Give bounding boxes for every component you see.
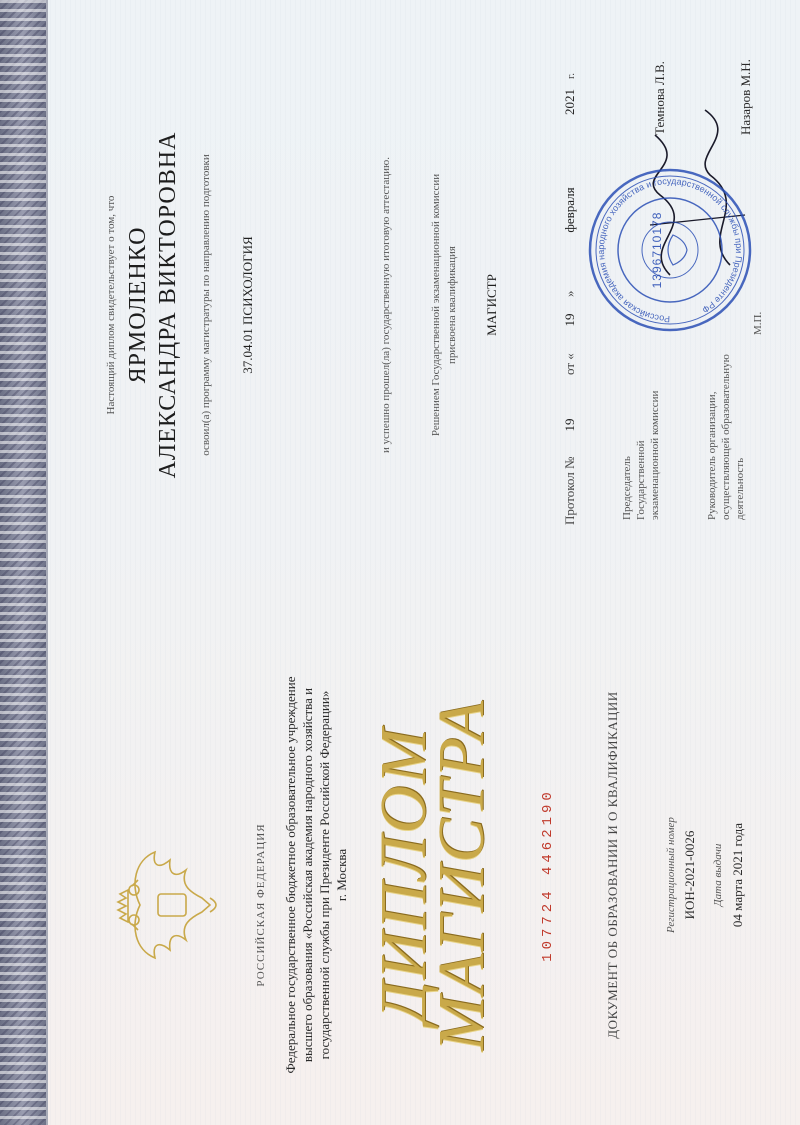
issue-date-value: 04 марта 2021 года [730,822,745,928]
decision-text-1: Решением Государственной экзаменационной комиссии [430,173,442,437]
reg-number-label: Регистрационный номер [665,817,677,933]
mastered-text: освоил(а) программу магистратуры по направлению подготовки [200,154,212,456]
diploma-title: ДИПЛОМ МАГИСТРА [367,698,498,1052]
protocol-number: 19 [562,418,577,432]
institution-name: Федеральное государственное бюджетное образовательное учреждение высшего образования «Российская академия народного хозяйства и государственной службы при Президенте Российской Федерации» г. Москва [282,665,350,1085]
qualification-value: МАГИСТР [484,274,499,336]
chair-name: Темнова Л.В. [652,61,667,135]
issue-date-label: Дата выдачи [712,843,724,907]
protocol-month: февраля [562,187,577,233]
chair-title: Председатель Государственной экзаменационной комиссии [621,390,661,520]
country-label: РОССИЙСКАЯ ФЕДЕРАЦИЯ [255,823,267,987]
serial-number: 107724 4462190 [540,788,556,962]
protocol-close-quote: » [562,290,577,297]
program-name: 37.04.01 ПСИХОЛОГИЯ [240,236,255,374]
attestation-text: и успешно прошел(ла) государственную итоговую аттестацию. [380,157,392,453]
document-type: ДОКУМЕНТ ОБ ОБРАЗОВАНИИ И О КВАЛИФИКАЦИИ [605,691,620,1039]
graduate-given-names: АЛЕКСАНДРА ВИКТОРОВНА [155,131,181,479]
protocol-label: Протокол № [562,456,577,525]
protocol-from-label: от « [562,353,577,375]
stamp-number: 1396710178 [650,211,664,289]
decision-text-2: присвоена квалификация [446,246,458,364]
graduate-surname: ЯРМОЛЕНКО [125,226,151,384]
protocol-year: 2021 [562,89,577,115]
coat-of-arms-icon [110,840,230,970]
reg-number-value: ИОН-2021-0026 [682,830,697,920]
intro-text: Настоящий диплом свидетельствует о том, что [105,195,117,415]
protocol-day: 19 [562,313,577,327]
protocol-year-suffix: г. [565,72,577,79]
protocol-line [562,45,582,525]
stamp-place-label: М.П. [752,311,764,335]
head-title: Руководитель организации, осуществляющей образовательную деятельность [706,354,746,520]
official-stamp [585,165,755,335]
head-name: Назаров М.Н. [738,59,753,135]
city-label: г. Москва [334,848,349,902]
stamp-ring-text: Российская академия народного хозяйства и государственной службы при Президенте РФ [595,175,745,325]
